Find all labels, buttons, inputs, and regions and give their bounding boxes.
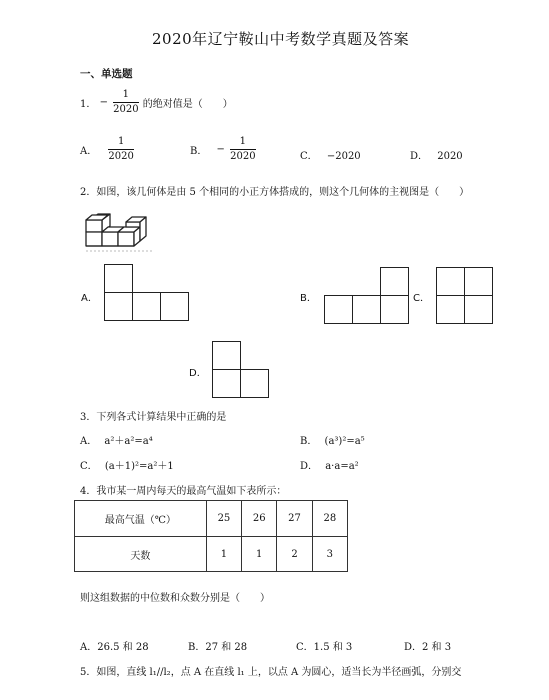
option-minus: − — [216, 144, 225, 155]
q1-option-a[interactable] — [80, 136, 135, 163]
option-label: D． — [300, 461, 319, 472]
option-label: C． — [300, 151, 318, 162]
table-cell: 2 — [277, 537, 312, 572]
q1-stem: 的绝对值是（ ） — [142, 99, 233, 110]
option-label: B． — [300, 436, 318, 447]
q2-option-a-label[interactable]: A． — [81, 293, 98, 304]
q4-option-d[interactable]: D．2 和 3 — [404, 642, 452, 653]
table-header-cell: 最高气温（℃） — [75, 501, 207, 537]
option-denominator: 2020 — [108, 151, 134, 162]
q1-option-d[interactable] — [410, 147, 463, 162]
q1-option-b-fraction — [230, 136, 255, 163]
q1-option-c[interactable] — [300, 147, 361, 162]
option-label: A． — [80, 436, 98, 447]
option-expression: a·a=a² — [325, 461, 359, 472]
square — [464, 267, 493, 296]
q2-option-d-label[interactable]: D． — [189, 368, 207, 379]
option-label: C． — [80, 461, 98, 472]
q1-number: 1． — [80, 99, 97, 110]
option-label: D． — [410, 151, 429, 162]
square — [436, 295, 465, 324]
square — [104, 264, 133, 293]
q4-option-b[interactable]: B．27 和 28 — [188, 642, 248, 653]
table-row — [75, 501, 348, 537]
square — [212, 369, 241, 398]
option-text: −2020 — [326, 151, 361, 162]
square — [352, 295, 381, 324]
table-row — [75, 537, 348, 572]
table-cell: 26 — [242, 501, 277, 537]
square — [380, 295, 409, 324]
square — [240, 369, 269, 398]
square — [324, 295, 353, 324]
question-1 — [80, 89, 233, 116]
square — [212, 341, 241, 370]
square — [380, 267, 409, 296]
page-title: 2020年辽宁鞍山中考数学真题及答案 — [152, 30, 410, 48]
option-numerator: 1 — [239, 136, 247, 147]
table-cell: 1 — [242, 537, 277, 572]
option-label: B． — [190, 146, 208, 157]
option-label: A． — [80, 146, 98, 157]
q1-option-b[interactable] — [190, 136, 257, 163]
solid-figure — [82, 210, 157, 258]
square — [104, 292, 133, 321]
table-cell: 3 — [312, 537, 347, 572]
question-4: 4．我市某一周内每天的最高气温如下表所示： — [80, 486, 287, 497]
option-denominator: 2020 — [230, 151, 256, 162]
square — [160, 292, 189, 321]
q1-option-a-fraction — [108, 136, 133, 163]
question-2: 2．如图，该几何体是由 5 个相同的小正方体搭成的，则这个几何体的主视图是（ ） — [80, 187, 470, 198]
option-numerator: 1 — [117, 136, 125, 147]
q4-question: 则这组数据的中位数和众数分别是（ ） — [80, 593, 270, 604]
q4-option-c[interactable]: C．1.5 和 3 — [296, 642, 353, 653]
q1-denominator: 2020 — [113, 104, 139, 115]
q1-fraction — [113, 89, 138, 116]
q1-minus: − — [99, 97, 108, 108]
option-expression: (a＋1)²=a²＋1 — [104, 461, 174, 472]
square — [436, 267, 465, 296]
q2-option-c-label[interactable]: C． — [413, 293, 430, 304]
q3-option-d[interactable] — [300, 457, 359, 472]
option-text: 2020 — [437, 151, 463, 162]
q3-option-c[interactable] — [80, 457, 174, 472]
table-cell: 25 — [206, 501, 241, 537]
q3-option-b[interactable] — [300, 432, 365, 447]
section-heading: 一、单选题 — [80, 68, 133, 80]
table-cell: 27 — [277, 501, 312, 537]
square — [132, 292, 161, 321]
q3-option-a[interactable] — [80, 432, 153, 447]
q4-option-a[interactable]: A．26.5 和 28 — [80, 642, 149, 653]
question-5: 5．如图，直线 l₁//l₂，点 A 在直线 l₁ 上，以点 A 为圆心，适当长为半径画弧，分别交 — [80, 667, 462, 678]
option-expression: (a³)²=a⁵ — [324, 436, 365, 447]
question-3: 3．下列各式计算结果中正确的是 — [80, 412, 227, 423]
q2-option-b-label[interactable]: B． — [300, 293, 317, 304]
table-cell: 28 — [312, 501, 347, 537]
temperature-table — [74, 500, 348, 572]
table-header-cell: 天数 — [75, 537, 207, 572]
option-expression: a²＋a²=a⁴ — [104, 436, 153, 447]
table-cell: 1 — [206, 537, 241, 572]
square — [464, 295, 493, 324]
q1-numerator: 1 — [122, 89, 130, 100]
